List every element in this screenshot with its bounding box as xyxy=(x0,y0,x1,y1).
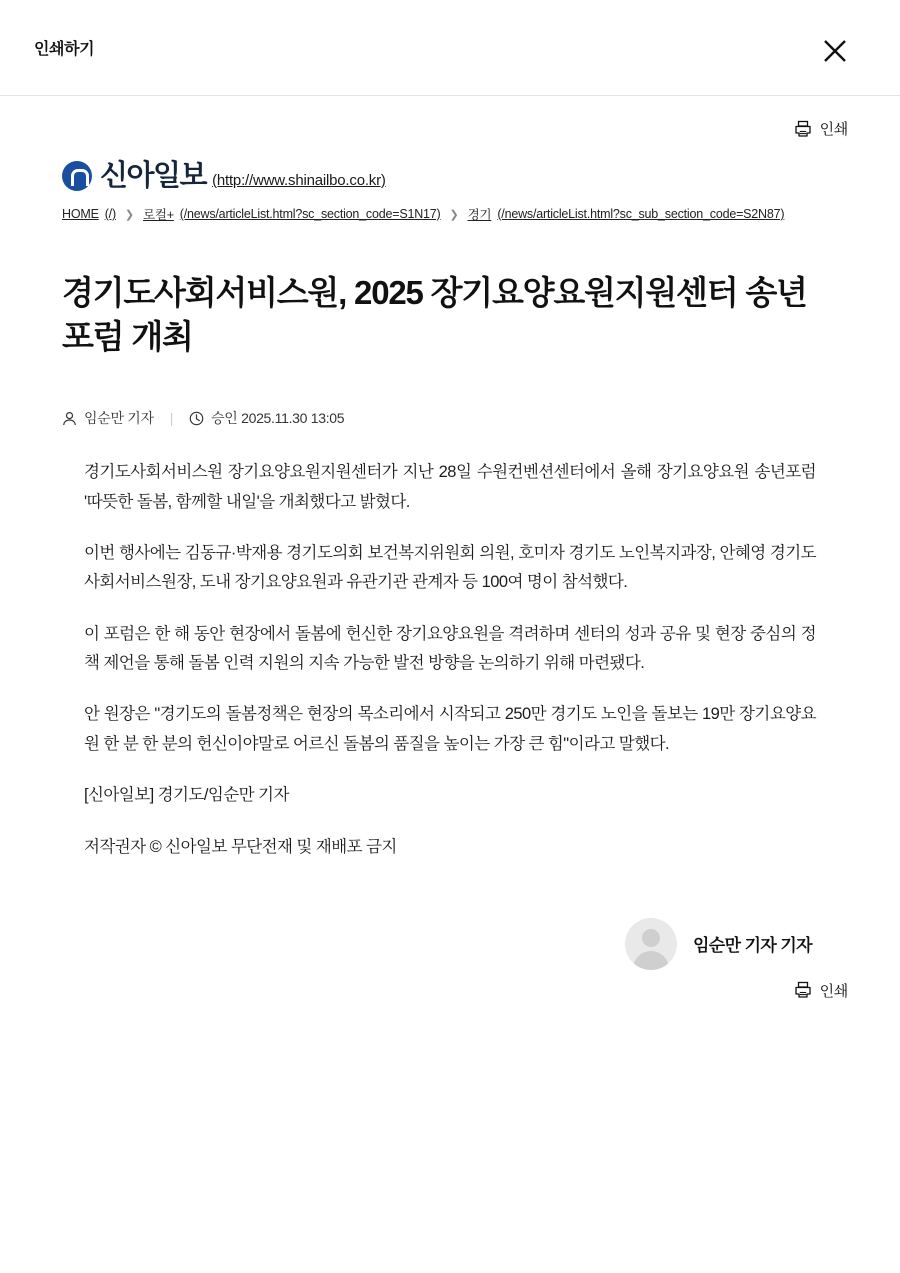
article-sheet xyxy=(0,139,900,970)
article-paragraph: 이 포럼은 한 해 동안 현장에서 돌봄에 헌신한 장기요양요원을 격려하며 센터의 성과 공유 및 현장 중심의 정책 제언을 통해 돌봄 인력 지원의 지속 가능한 발전 방향을 논의하기 위해 마련됐다. xyxy=(84,624,816,673)
reporter-name: 임순만 기자 기자 xyxy=(692,936,812,956)
shinailbo-logo-icon xyxy=(62,161,92,191)
byline-divider: | xyxy=(169,410,174,427)
print-action-row-bottom xyxy=(0,970,900,1001)
clock-icon xyxy=(189,411,204,426)
breadcrumb-item-gyeonggi[interactable]: 경기 xyxy=(467,208,492,222)
breadcrumb-url-local[interactable]: (/news/articleList.html?sc_section_code=S1N17) xyxy=(179,207,441,221)
article-source-line: [신아일보] 경기도/임순만 기자 xyxy=(84,786,289,805)
byline-author-label: 임순만 기자 xyxy=(84,410,154,427)
print-button-bottom[interactable] xyxy=(794,980,848,1001)
site-logo-text: 신아일보 xyxy=(100,160,207,192)
breadcrumb xyxy=(40,199,860,223)
printer-icon xyxy=(794,120,812,138)
breadcrumb-item-home[interactable]: HOME xyxy=(62,207,99,221)
byline-author xyxy=(62,408,154,428)
breadcrumb-item-local[interactable]: 로컬+ xyxy=(142,208,174,222)
byline-timestamp-label: 승인 2025.11.30 13:05 xyxy=(211,410,345,427)
site-url-link[interactable]: (http://www.shinailbo.co.kr) xyxy=(212,172,386,189)
article-body xyxy=(40,428,860,862)
masthead xyxy=(40,139,860,199)
close-icon[interactable] xyxy=(820,36,850,66)
article-paragraph: 안 원장은 "경기도의 돌봄정책은 현장의 목소리에서 시작되고 250만 경기도 노인을 돌보는 19만 장기요양요원 한 분 한 분의 헌신이야말로 어르신 돌봄의 품질을 높이는 가장 큰 힘"이라고 말했다. xyxy=(84,705,816,753)
copyright-notice: 저작권자 © 신아일보 무단전재 및 재배포 금지 xyxy=(84,837,397,856)
dialog-title: 인쇄하기 xyxy=(34,41,95,58)
page-title: 경기도사회서비스원, 2025 장기요양요원지원센터 송년 포럼 개최 xyxy=(62,274,807,355)
article-paragraph: 경기도사회서비스원 장기요양요원지원센터가 지난 28일 수원컨벤션센터에서 올해 장기요양요원 송년포럼 '따뜻한 돌봄, 함께할 내일'을 개최했다고 밝혔다. xyxy=(84,463,816,511)
print-button-top[interactable] xyxy=(794,118,848,139)
avatar-icon xyxy=(625,918,677,970)
byline-timestamp xyxy=(189,408,344,428)
breadcrumb-url-gyeonggi[interactable]: (/news/articleList.html?sc_sub_section_code=S2N87) xyxy=(497,207,785,221)
printer-icon xyxy=(794,981,812,999)
print-button-top-label: 인쇄 xyxy=(819,121,848,138)
breadcrumb-chevron-icon: ❯ xyxy=(124,208,134,221)
print-button-bottom-label: 인쇄 xyxy=(819,982,848,1000)
print-action-row-top xyxy=(0,96,900,139)
person-icon xyxy=(62,411,77,426)
breadcrumb-chevron-icon-2: ❯ xyxy=(449,208,459,221)
breadcrumb-url-home[interactable]: (/) xyxy=(104,207,116,221)
byline xyxy=(40,380,860,428)
print-dialog-header xyxy=(0,0,900,96)
article-paragraph: 이번 행사에는 김동규·박재용 경기도의회 보건복지위원회 의원, 호미자 경기도 노인복지과장, 안혜영 경기도사회서비스원장, 도내 장기요양요원과 유관기관 관계자 등 100여 명이 참석했다. xyxy=(84,544,816,592)
reporter-card xyxy=(40,884,860,970)
